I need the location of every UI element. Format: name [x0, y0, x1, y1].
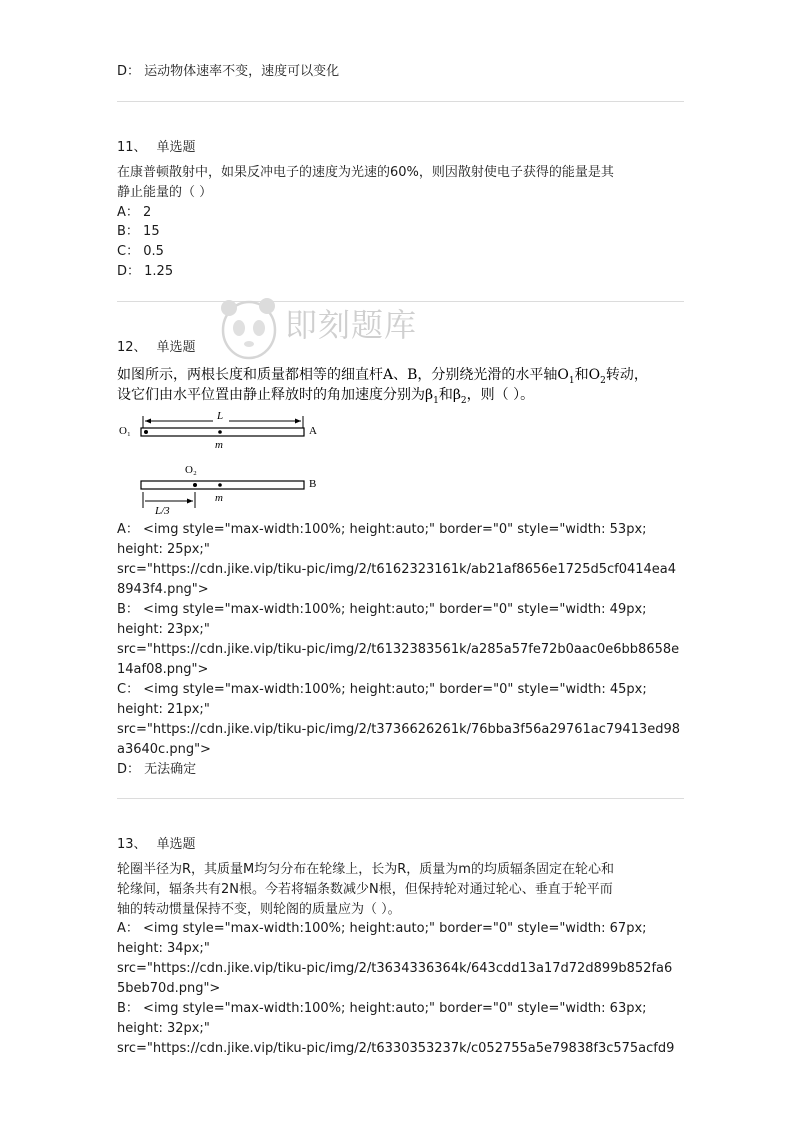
- q11-type: 单选题: [156, 140, 196, 155]
- q12-figure: [117, 408, 337, 520]
- q11-stem-line2: 静止能量的（ ）: [117, 185, 213, 200]
- q12-option-b-line4: 14af08.png">: [117, 662, 209, 677]
- q12-option-c-line2: height: 21px;": [117, 702, 210, 717]
- q11-option-c: C： 0.5: [117, 244, 164, 259]
- divider: [117, 301, 684, 302]
- panda-logo-icon: [215, 288, 285, 368]
- q12-stem-line2: 设它们由水平位置由静止释放时的角加速度分别为$\beta_1$和$\beta_2$，则（ ）。: [117, 387, 535, 406]
- q12-type: 单选题: [156, 340, 196, 355]
- q12-option-a-line3: src="https://cdn.jike.vip/tiku-pic/img/2/t6162323161k/ab21af8656e1725d5cf0414ea4: [117, 562, 677, 577]
- q11-option-b: B： 15: [117, 224, 160, 239]
- label-m2: m: [215, 492, 223, 504]
- divider: [117, 101, 684, 102]
- q12-option-a-line2: height: 25px;": [117, 542, 210, 557]
- q11-stem-line1: 在康普顿散射中，如果反冲电子的速度为光速的60%，则因散射使电子获得的能量是其: [117, 165, 614, 180]
- label-l3: L/3: [155, 505, 170, 517]
- label-l: L: [217, 410, 224, 422]
- watermark-text: 即刻题库: [285, 306, 418, 344]
- q13-stem-line3: 轴的转动惯量保持不变，则轮阁的质量应为（ ）。: [117, 902, 401, 917]
- q13-option-b-line3: src="https://cdn.jike.vip/tiku-pic/img/2/t6330353237k/c052755a5e79838f3c575acfd9: [117, 1041, 675, 1056]
- q12-option-b-line2: height: 23px;": [117, 622, 210, 637]
- q13-option-a-line4: 5beb70d.png">: [117, 981, 221, 996]
- label-b: B: [309, 478, 317, 490]
- q13-type: 单选题: [156, 837, 196, 852]
- divider: [117, 798, 684, 799]
- label-o1: O₁: [119, 425, 131, 437]
- q13-stem-line1: 轮圈半径为R，其质量M均匀分布在轮缘上，长为R，质量为m的均质辐条固定在轮心和: [117, 862, 614, 877]
- q13-option-a-line2: height: 34px;": [117, 941, 210, 956]
- q12-option-d: D： 无法确定: [117, 762, 197, 777]
- q12-header: [117, 338, 196, 358]
- q12-stem-line1: 如图所示，两根长度和质量都相等的细直杆A、B，分别绕光滑的水平轴$O_1$和$O_2$转动，: [117, 367, 648, 386]
- label-o2: O₂: [185, 464, 197, 476]
- label-m1: m: [215, 439, 223, 451]
- prev-option-d: D： 运动物体速率不变，速度可以变化: [117, 64, 340, 79]
- q13-option-a-line1: A： <img style="max-width:100%; height:auto;" border="0" style="width: 67px;: [117, 921, 647, 936]
- q12-option-a-line4: 8943f4.png">: [117, 582, 209, 597]
- watermark: [215, 288, 455, 368]
- q11-option-d: D： 1.25: [117, 264, 174, 279]
- q11-number: 11、: [117, 140, 147, 155]
- q13-number: 13、: [117, 837, 147, 852]
- q12-option-b-line3: src="https://cdn.jike.vip/tiku-pic/img/2/t6132383561k/a285a57fe72b0aac0e6bb8658e: [117, 642, 680, 657]
- label-a: A: [309, 425, 317, 437]
- q11-option-a: A： 2: [117, 205, 152, 220]
- q12-option-b-line1: B： <img style="max-width:100%; height:auto;" border="0" style="width: 49px;: [117, 602, 647, 617]
- rods-diagram: [117, 408, 337, 520]
- q13-option-a-line3: src="https://cdn.jike.vip/tiku-pic/img/2/t3634336364k/643cdd13a17d72d899b852fa6: [117, 961, 673, 976]
- q12-option-c-line3: src="https://cdn.jike.vip/tiku-pic/img/2/t3736626261k/76bba3f56a29761ac79413ed98: [117, 722, 680, 737]
- q13-option-b-line2: height: 32px;": [117, 1021, 210, 1036]
- q12-number: 12、: [117, 340, 147, 355]
- q13-option-b-line1: B： <img style="max-width:100%; height:auto;" border="0" style="width: 63px;: [117, 1001, 647, 1016]
- q12-option-c-line4: a3640c.png">: [117, 742, 211, 757]
- q12-option-c-line1: C： <img style="max-width:100%; height:auto;" border="0" style="width: 45px;: [117, 682, 647, 697]
- q11-header: [117, 138, 196, 158]
- q13-stem-line2: 轮缘间，辐条共有2N根。今若将辐条数减少N根，但保持轮对通过轮心、垂直于轮平而: [117, 882, 613, 897]
- q12-option-a-line1: A： <img style="max-width:100%; height:auto;" border="0" style="width: 53px;: [117, 522, 647, 537]
- q13-header: [117, 835, 196, 855]
